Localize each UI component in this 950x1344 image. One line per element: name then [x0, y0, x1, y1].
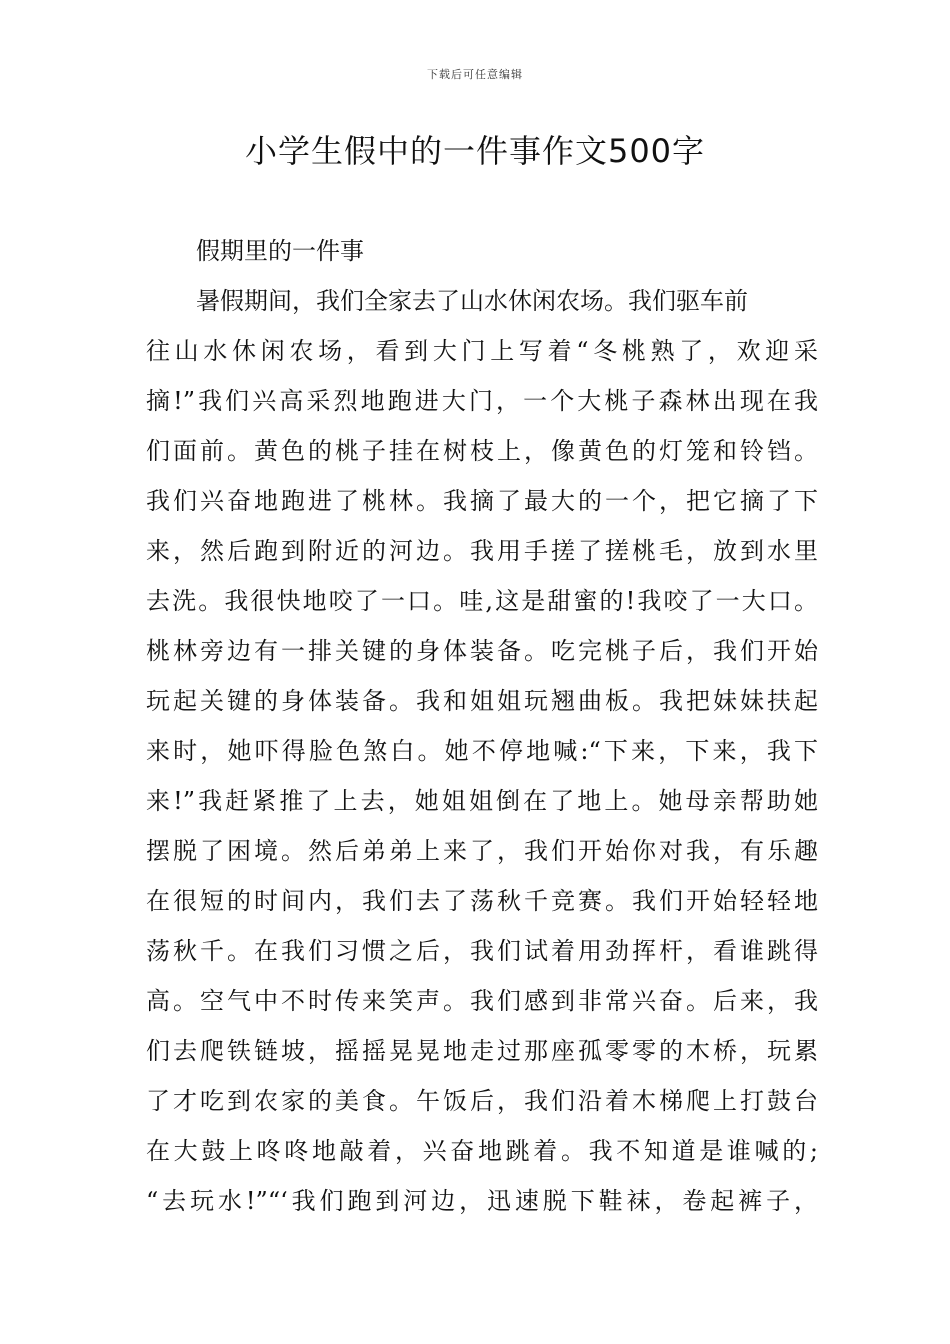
paragraph-line: 们面前。黄色的桃子挂在树枝上，像黄色的灯笼和铃铛。 — [146, 437, 818, 465]
body-text — [146, 226, 818, 1226]
section-heading: 假期里的一件事 — [196, 237, 364, 265]
paragraph-line: 摘!”我们兴高采烈地跑进大门，一个大桃子森林出现在我 — [146, 387, 818, 415]
paragraph-line: 玩起关键的身体装备。我和姐姐玩翘曲板。我把妹妹扶起 — [146, 687, 818, 715]
paragraph-line: 来!”我赶紧推了上去，她姐姐倒在了地上。她母亲帮助她 — [146, 787, 818, 815]
paragraph-line: 往山水休闲农场，看到大门上写着“冬桃熟了，欢迎采 — [146, 337, 818, 365]
paragraph-line: 我们兴奋地跑进了桃林。我摘了最大的一个，把它摘了下 — [146, 487, 818, 515]
paragraph-line: 暑假期间，我们全家去了山水休闲农场。我们驱车前 — [196, 287, 748, 315]
header-note: 下载后可任意编辑 — [427, 68, 523, 81]
paragraph-line: 荡秋千。在我们习惯之后，我们试着用劲挥杆，看谁跳得 — [146, 937, 818, 965]
paragraph-line: 了才吃到农家的美食。午饭后，我们沿着木梯爬上打鼓台 — [146, 1087, 818, 1115]
paragraph-line: 来，然后跑到附近的河边。我用手搓了搓桃毛，放到水里 — [146, 537, 818, 565]
paragraph-line: 桃林旁边有一排关键的身体装备。吃完桃子后，我们开始 — [146, 637, 818, 665]
paragraph-line: 在大鼓上咚咚地敲着，兴奋地跳着。我不知道是谁喊的; — [146, 1137, 818, 1165]
paragraph-line: 摆脱了困境。然后弟弟上来了，我们开始你对我，有乐趣 — [146, 837, 818, 865]
paragraph-line: 高。空气中不时传来笑声。我们感到非常兴奋。后来，我 — [146, 987, 818, 1015]
paragraph-line: 来时，她吓得脸色煞白。她不停地喊:“下来，下来，我下 — [146, 737, 818, 765]
paragraph-line: 在很短的时间内，我们去了荡秋千竞赛。我们开始轻轻地 — [146, 887, 818, 915]
paragraph-line: 去洗。我很快地咬了一口。哇,这是甜蜜的!我咬了一大口。 — [146, 587, 818, 615]
paragraph-line: 们去爬铁链坡，摇摇晃晃地走过那座孤零零的木桥，玩累 — [146, 1037, 818, 1065]
document-title: 小学生假中的一件事作文500字 — [244, 132, 706, 170]
paragraph-line: “去玩水!”“‘我们跑到河边，迅速脱下鞋袜，卷起裤子， — [146, 1187, 818, 1215]
